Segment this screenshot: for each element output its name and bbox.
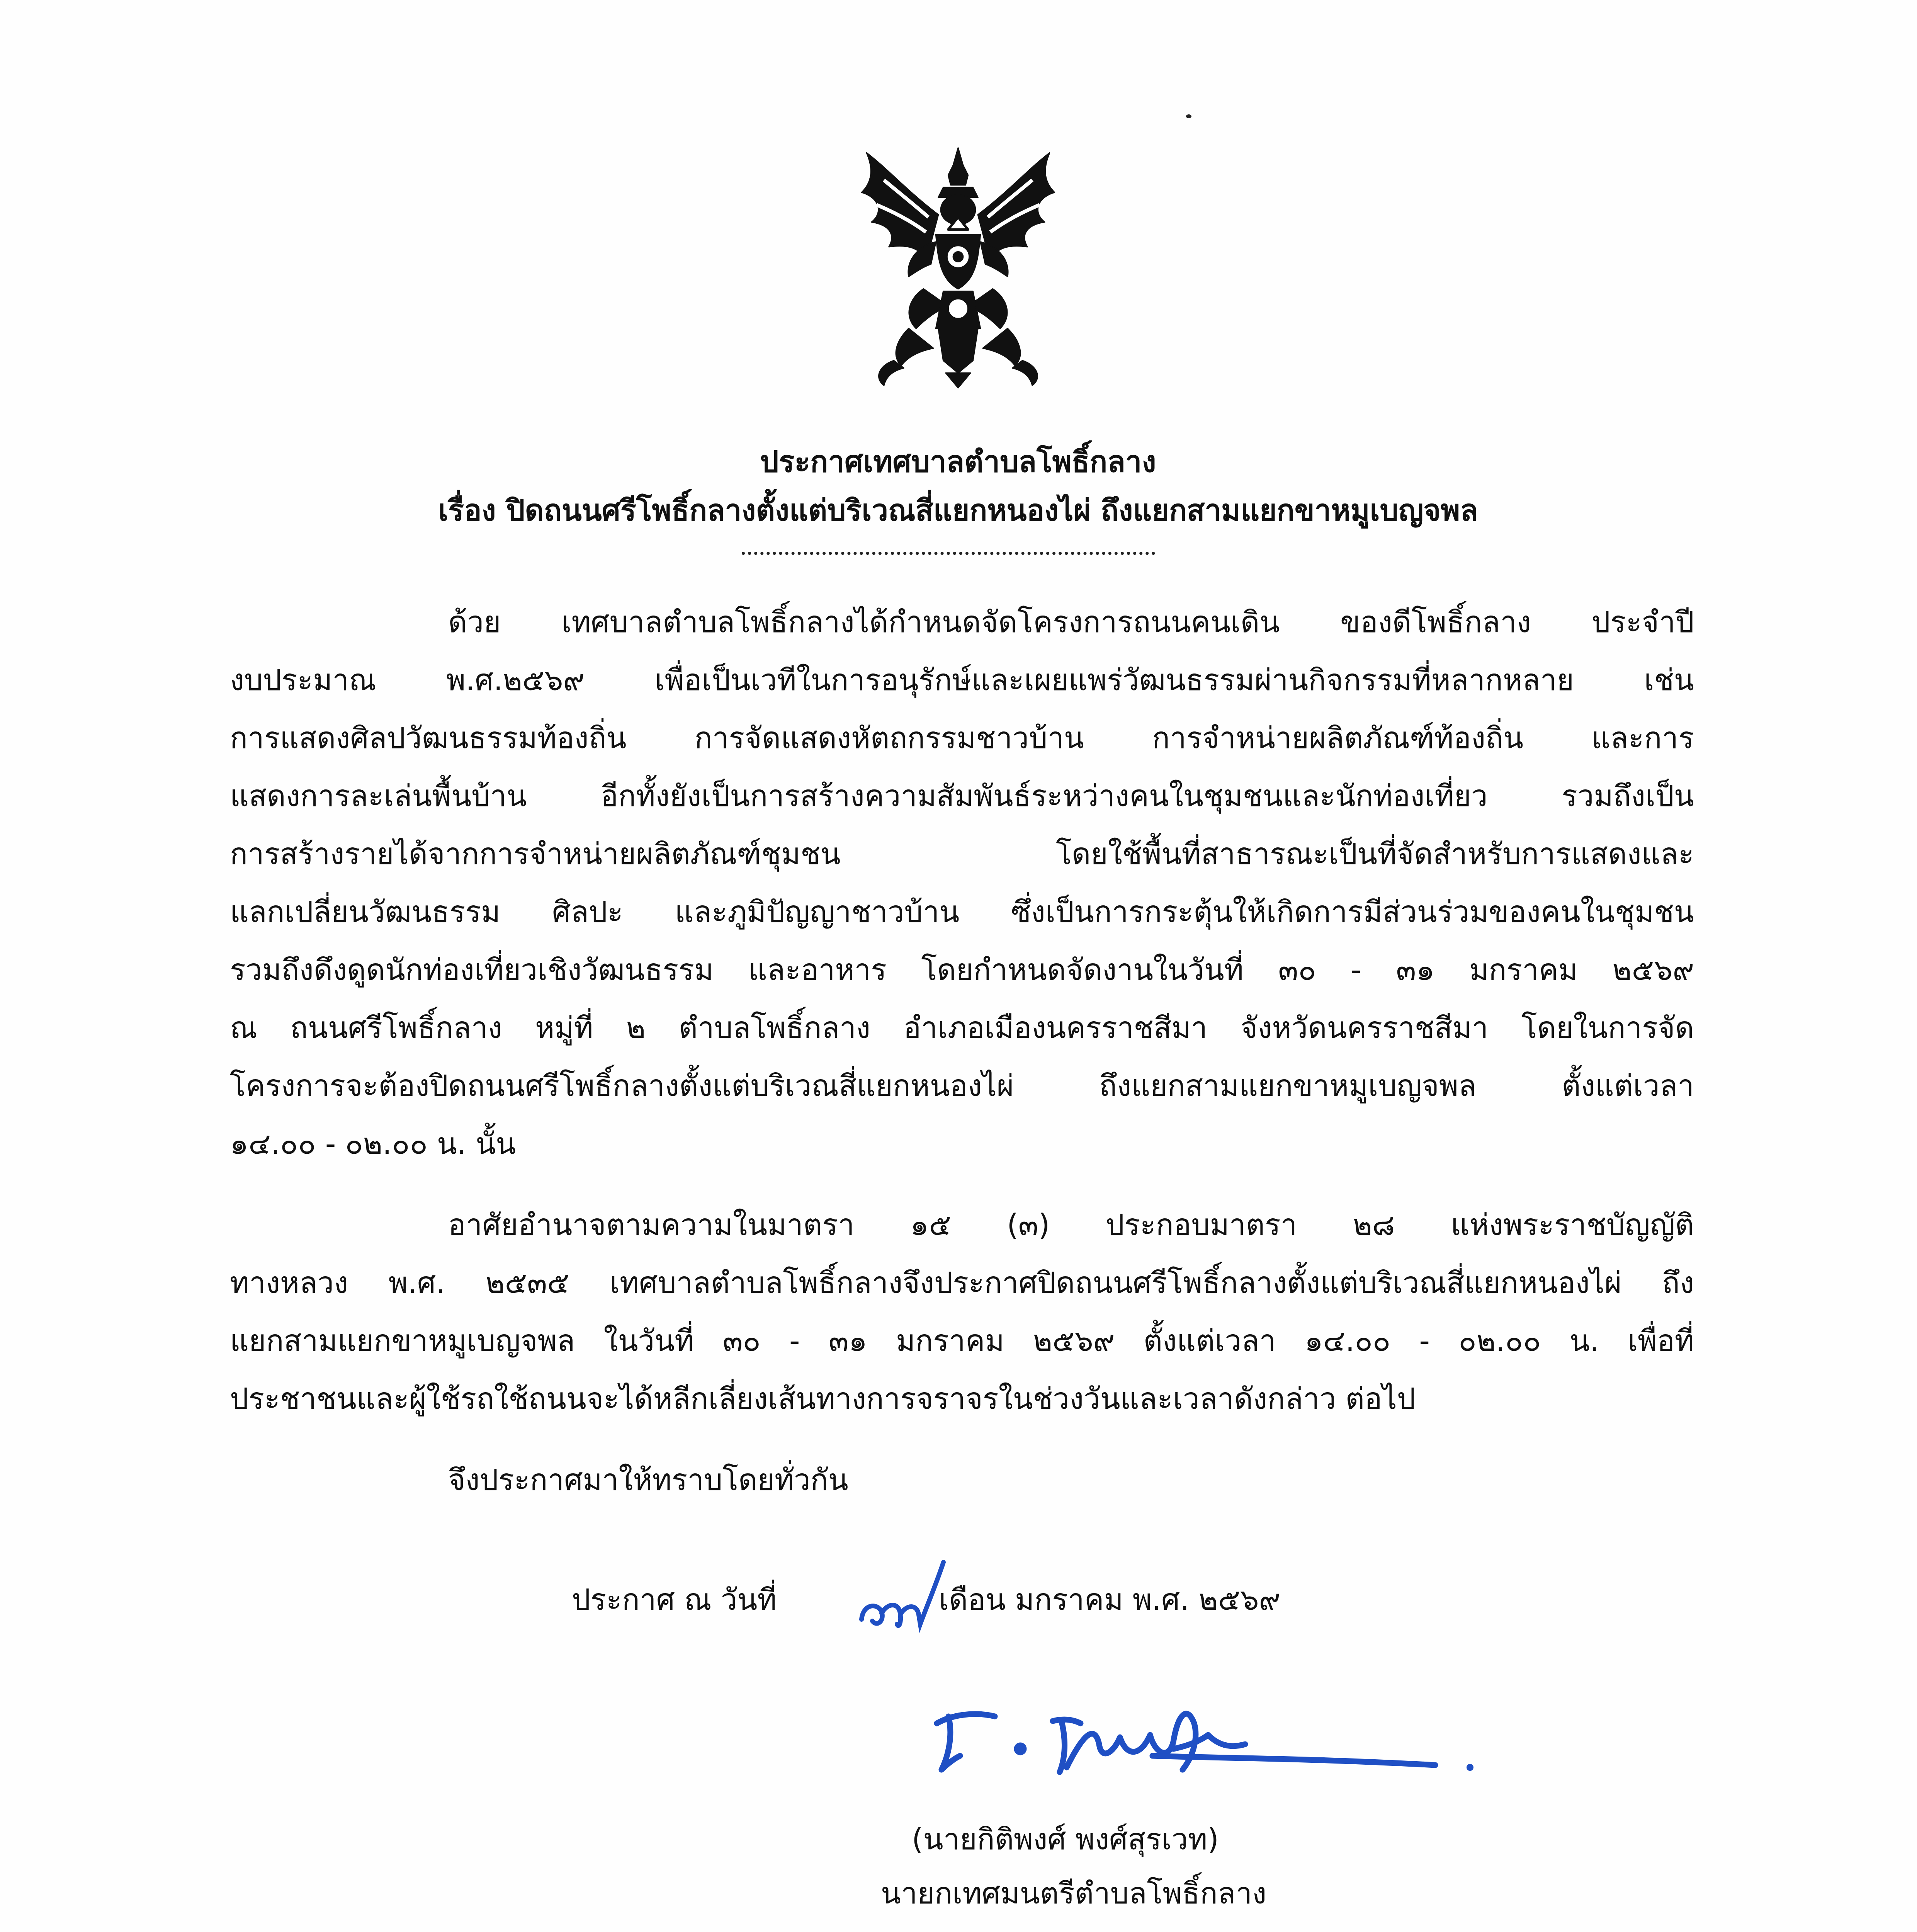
paragraph1-line: ด้วย เทศบาลตำบลโพธิ์กลางได้กำหนดจัดโครงการถนนคนเดิน ของดีโพธิ์กลาง ประจำปี [448, 605, 1694, 639]
announcement-title: ประกาศเทศบาลตำบลโพธิ์กลาง [760, 444, 1156, 479]
paragraph1-line: การสร้างรายได้จากการจำหน่ายผลิตภัณฑ์ชุมชน โดยใช้พื้นที่สาธารณะเป็นที่จัดสำหรับการแสดงและ [230, 837, 1694, 871]
paragraph1-line: ๑๔.๐๐ - ๐๒.๐๐ น. นั้น [230, 1126, 516, 1161]
closing-statement: จึงประกาศมาให้ทราบโดยทั่วกัน [448, 1463, 848, 1497]
dotted-divider [742, 549, 1155, 555]
ink-speck [1186, 114, 1191, 118]
garuda-emblem-icon [831, 143, 1086, 390]
signer-name: (นายกิติพงศ์ พงศ์สุรเวท) [912, 1822, 1219, 1856]
paragraph2-line: แยกสามแยกขาหมูเบญจพล ในวันที่ ๓๐ - ๓๑ มกราคม ๒๕๖๙ ตั้งแต่เวลา ๑๔.๐๐ - ๐๒.๐๐ น. เพื่อที่ [230, 1323, 1694, 1358]
handwritten-day-number [854, 1559, 947, 1644]
paragraph1-line: รวมถึงดึงดูดนักท่องเที่ยวเชิงวัฒนธรรม และอาหาร โดยกำหนดจัดงานในวันที่ ๓๐ - ๓๑ มกราคม ๒๕๖๙ [230, 952, 1694, 987]
paragraph1-line: ณ ถนนศรีโพธิ์กลาง หมู่ที่ ๒ ตำบลโพธิ์กลาง อำเภอเมืองนครราชสีมา จังหวัดนครราชสีมา โดยในการจัด [230, 1010, 1694, 1045]
paragraph2-line: ประชาชนและผู้ใช้รถใช้ถนนจะได้หลีกเลี่ยงเส้นทางการจราจรในช่วงวันและเวลาดังกล่าว ต่อไป [230, 1381, 1416, 1416]
handwritten-signature [923, 1689, 1484, 1804]
paragraph2-line: อาศัยอำนาจตามความในมาตรา ๑๕ (๓) ประกอบมาตรา ๒๘ แห่งพระราชบัญญัติ [448, 1208, 1694, 1242]
date-rest: เดือน มกราคม พ.ศ. ๒๕๖๙ [939, 1582, 1281, 1617]
paragraph1-line: โครงการจะต้องปิดถนนศรีโพธิ์กลางตั้งแต่บริเวณสี่แยกหนองไผ่ ถึงแยกสามแยกขาหมูเบญจพล ตั้งแต่เวลา [230, 1068, 1694, 1103]
announcement-subject: เรื่อง ปิดถนนศรีโพธิ์กลางตั้งแต่บริเวณสี่แยกหนองไผ่ ถึงแยกสามแยกขาหมูเบญจพล [438, 493, 1478, 527]
signer-position: นายกเทศมนตรีตำบลโพธิ์กลาง [881, 1876, 1267, 1910]
paragraph1-line: งบประมาณ พ.ศ.๒๕๖๙ เพื่อเป็นเวทีในการอนุรักษ์และเผยแพร่วัฒนธรรมผ่านกิจกรรมที่หลากหลาย เช่น [230, 663, 1694, 697]
paragraph2-line: ทางหลวง พ.ศ. ๒๕๓๕ เทศบาลตำบลโพธิ์กลางจึงประกาศปิดถนนศรีโพธิ์กลางตั้งแต่บริเวณสี่แยกหนองไผ่ ถึง [230, 1265, 1694, 1300]
paragraph1-line: แลกเปลี่ยนวัฒนธรรม ศิลปะ และภูมิปัญญาชาวบ้าน ซึ่งเป็นการกระตุ้นให้เกิดการมีส่วนร่วมของคนในชุมชน [230, 895, 1694, 929]
paragraph1-line: การแสดงศิลปวัฒนธรรมท้องถิ่น การจัดแสดงหัตถกรรมชาวบ้าน การจำหน่ายผลิตภัณฑ์ท้องถิ่น และการ [230, 721, 1694, 755]
paragraph1-line: แสดงการละเล่นพื้นบ้าน อีกทั้งยังเป็นการสร้างความสัมพันธ์ระหว่างคนในชุมชนและนักท่องเที่ยว รวมถึงเป็น [230, 779, 1694, 813]
date-prefix: ประกาศ ณ วันที่ [572, 1582, 777, 1617]
